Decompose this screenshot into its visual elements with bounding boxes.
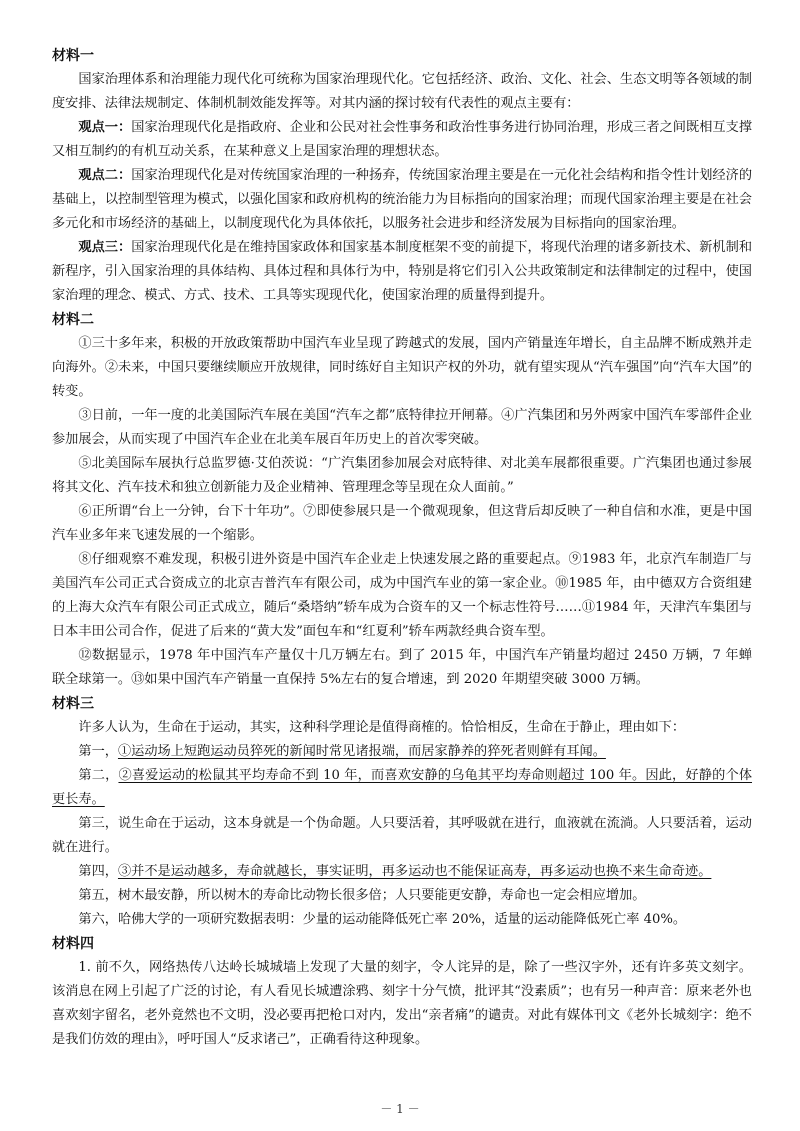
reason-5: 第五，树木最安静，所以树木的寿命比动物长很多倍；人只要能更安静，寿命也一定会相应增加。 xyxy=(78,888,646,903)
viewpoint-1-label: 观点一： xyxy=(78,120,132,135)
material-2-heading: 材料二 xyxy=(52,312,94,328)
reason-3: 第三，说生命在于运动，这本身就是一个伪命题。人只要活着，其呼吸就在进行，血液就在流淌。人只要活着，运动就在进行。 xyxy=(52,816,752,855)
reason-2-text: ②喜爱运动的松鼠其平均寿命不到 10 年，而喜欢安静的乌龟其平均寿命则超过 100 年。因此，好静的个体更长寿。 xyxy=(52,768,753,807)
viewpoint-1 xyxy=(52,116,752,164)
viewpoint-2 xyxy=(52,164,752,236)
page-number: － 1 － xyxy=(380,1102,420,1116)
material-3-intro: 许多人认为，生命在于运动，其实，这种科学理论是值得商榷的。恰恰相反，生命在于静止，理由如下： xyxy=(78,720,686,735)
viewpoint-3-label: 观点三： xyxy=(78,240,132,255)
reason-2 xyxy=(52,764,752,812)
material-2-paragraph-1: ①三十多年来，积极的开放政策帮助中国汽车业呈现了跨越式的发展，国内产销量连年增长，自主品牌不断成熟并走向海外。②未来，中国只要继续顺应开放规律，同时练好自主知识产权的外功，就有望实现从“汽车强国”向“汽车大国”的转变。 xyxy=(52,336,752,399)
reason-4-prefix: 第四， xyxy=(78,864,118,879)
material-2-paragraph-5: ⑧仔细观察不难发现，积极引进外资是中国汽车企业走上快速发展之路的重要起点。⑨1983 年，北京汽车制造厂与美国汽车公司正式合资成立的北京吉普汽车有限公司，成为中国汽车业的第一家企业。⑩1985 年，由中德双方合资组建的上海大众汽车有限公司正式成立，随后“桑塔纳”轿车成为合资车的又一个标志性符号……⑪1984 年，天津汽车集团与日本丰田公司合作，促进了后来的“黄大发”面包车和“红夏利”轿车两款经典合资车型。 xyxy=(52,552,752,639)
viewpoint-2-label: 观点二： xyxy=(78,168,132,183)
reason-1-text: ①运动场上短跑运动员猝死的新闻时常见诸报端，而居家静养的猝死者则鲜有耳闻。 xyxy=(117,744,606,759)
viewpoint-2-text: 国家治理现代化是对传统国家治理的一种扬弃，传统国家治理主要是在一元化社会结构和指令性计划经济的基础上，以控制型管理为模式，以强化国家和政府机构的统治能力为目标指向的国家治理；而现代国家治理主要是在社会多元化和市场经济的基础上，以制度现代化为具体依托，以服务社会进步和经济发展为目标指向的国家治理。 xyxy=(52,168,753,231)
reason-6: 第六，哈佛大学的一项研究数据表明：少量的运动能降低死亡率 20%，适量的运动能降低死亡率 40%。 xyxy=(78,912,687,927)
viewpoint-3 xyxy=(52,236,752,308)
reason-2-prefix: 第二， xyxy=(78,768,119,783)
reason-4 xyxy=(52,860,752,884)
viewpoint-3-text: 国家治理现代化是在维持国家政体和国家基本制度框架不变的前提下，将现代治理的诸多新技术、新机制和新程序，引入国家治理的具体结构、具体过程和具体行为中，特别是将它们引入公共政策制定和法律制定的过程中，使国家治理的理念、模式、方式、技术、工具等实现现代化，使国家治理的质量得到提升。 xyxy=(52,240,753,303)
material-1-intro: 国家治理体系和治理能力现代化可统称为国家治理现代化。它包括经济、政治、文化、社会、生态文明等各领域的制度安排、法律法规制定、体制机制效能发挥等。对其内涵的探讨较有代表性的观点主要有： xyxy=(52,72,752,111)
reason-4-text: ③并不是运动越多，寿命就越长，事实证明，再多运动也不能保证高寿，再多运动也换不来生命奇迹。 xyxy=(117,864,712,879)
reason-1 xyxy=(52,740,752,764)
material-4-heading: 材料四 xyxy=(52,936,94,952)
material-3-heading: 材料三 xyxy=(52,696,94,712)
material-2-paragraph-6: ⑫数据显示，1978 年中国汽车产量仅十几万辆左右。到了 2015 年，中国汽车产销量均超过 2450 万辆，7 年蝉联全球第一。⑬如果中国汽车产销量一直保持 5%左右的复合增速，到 2020 年期望突破 3000 万辆。 xyxy=(52,648,752,687)
document-body xyxy=(52,44,752,1052)
material-1-heading: 材料一 xyxy=(52,48,94,64)
reason-1-prefix: 第一， xyxy=(78,744,118,759)
material-2-paragraph-3: ⑤北美国际车展执行总监罗德·艾伯茨说：“广汽集团参加展会对底特律、对北美车展都很重要。广汽集团也通过参展将其文化、汽车技术和独立创新能力及企业精神、管理理念等呈现在众人面前。” xyxy=(52,456,752,495)
material-2-paragraph-4: ⑥正所谓“台上一分钟，台下十年功”。⑦即使参展只是一个微观现象，但这背后却反映了一种自信和水准，更是中国汽车业多年来飞速发展的一个缩影。 xyxy=(52,504,752,543)
material-2-paragraph-2: ③日前，一年一度的北美国际汽车展在美国“汽车之都”底特律拉开闸幕。④广汽集团和另外两家中国汽车零部件企业参加展会，从而实现了中国汽车企业在北美车展百年历史上的首次零突破。 xyxy=(52,408,752,447)
viewpoint-1-text: 国家治理现代化是指政府、企业和公民对社会性事务和政治性事务进行协同治理，形成三者之间既相互支撑又相互制约的有机互动关系，在某种意义上是国家治理的理想状态。 xyxy=(52,120,753,159)
material-4-paragraph-1: 1. 前不久，网络热传八达岭长城城墙上发现了大量的刻字，令人诧异的是，除了一些汉字外，还有许多英文刻字。该消息在网上引起了广泛的讨论，有人看见长城遭涂鸦、刻字十分气愤，批评其“没素质”；也有另一种声音：原来老外也喜欢刻字留名，老外竟然也不文明，没必要再把枪口对内，发出“亲者痛”的谴责。对此有媒体刊文《老外长城刻字：绝不是我们仿效的理由》，呼吁国人“反求诸己”，正确看待这种现象。 xyxy=(52,960,752,1047)
